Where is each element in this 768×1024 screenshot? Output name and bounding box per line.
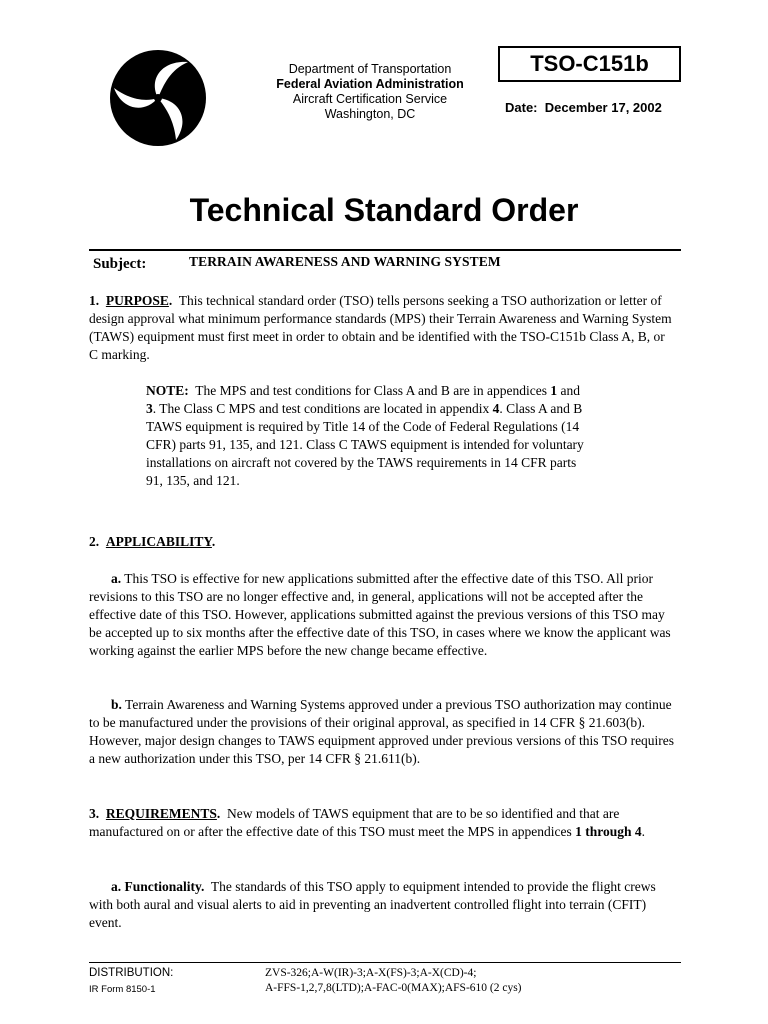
tso-number-box: TSO-C151b <box>498 46 681 82</box>
agency-service: Aircraft Certification Service <box>292 92 448 106</box>
note-text-3: . The Class C MPS and test conditions are located in appendix <box>152 401 490 416</box>
applicability-heading: APPLICABILITY <box>105 534 212 549</box>
section-purpose: 1. PURPOSE. This technical standard order (TSO) tells persons seeking a TSO authorization or letter of design approval what minimum performance standards (MPS) their Terrain Awareness and Warning System (TAWS) equipment must first meet in order to obtain and be identified with the TSO-C151b Class A, B, or C marking. <box>89 293 672 362</box>
note-appendix-1: 1 <box>550 383 558 398</box>
form-label: IR Form 8150-1 <box>89 984 156 995</box>
section-requirements: 3. REQUIREMENTS. New models of TAWS equipment that are to be so identified and that are manufactured on or after the effective date of this TSO must meet the MPS in appendices 1 through 4. <box>89 806 646 839</box>
purpose-number: 1. <box>89 293 100 308</box>
applicability-a-label: a. <box>111 571 122 586</box>
applicability-b-label: b. <box>111 697 122 712</box>
date-label: Date: <box>505 100 538 115</box>
note-appendix-4: 4 <box>492 401 500 416</box>
applicability-b-text: Terrain Awareness and Warning Systems approved under a previous TSO authorization may continue to be manufactured under the provisions of their original approval, as specified in 14 CFR § 21.603(b). However, major design changes to TAWS equipment approved under previous versions of this TSO requires a new authorization under this TSO, per 14 CFR § 21.611(b). <box>89 697 675 766</box>
distribution-label: DISTRIBUTION: <box>89 967 174 979</box>
subject-text: TERRAIN AWARENESS AND WARNING SYSTEM <box>189 254 501 269</box>
date-value: December 17, 2002 <box>544 100 662 115</box>
applicability-a <box>89 570 675 660</box>
subject-label: Subject: <box>93 256 147 272</box>
agency-department: Department of Transportation <box>288 62 452 76</box>
purpose-text: This technical standard order (TSO) tells persons seeking a TSO authorization or letter of design approval what minimum performance standards (MPS) their Terrain Awareness and Warning System (TAWS) equipment must first meet in order to obtain and be identified with the TSO-C151b Class A, B, or C marking. <box>89 293 672 362</box>
note-appendix-3: 3 <box>146 401 153 416</box>
distribution-line-2: A-FFS-1,2,7,8(LTD);A-FAC-0(MAX);AFS-610 (2 cys) <box>265 982 522 994</box>
requirements-a-text: The standards of this TSO apply to equipment intended to provide the flight crews with both aural and visual alerts to aid in preventing an inadvertent controlled flight into terrain (CFIT) event. <box>89 879 656 930</box>
dot-triskelion-logo <box>108 48 208 148</box>
section-applicability-heading: 2. APPLICABILITY. <box>89 534 216 549</box>
requirements-a <box>89 878 675 932</box>
requirements-heading: REQUIREMENTS <box>105 806 217 821</box>
agency-block <box>255 62 485 122</box>
note-text-1: The MPS and test conditions for Class A and B are in appendices <box>195 383 547 398</box>
note-label: NOTE: <box>146 383 189 398</box>
note-block <box>146 382 592 490</box>
issue-date <box>505 100 662 115</box>
requirements-text: New models of TAWS equipment that are to be so identified and that are manufactured on or after the effective date of this TSO must meet the MPS in appendices <box>89 806 620 839</box>
requirements-a-label: a. <box>111 879 122 894</box>
applicability-b <box>89 696 675 768</box>
requirements-a-heading: Functionality. <box>124 879 205 894</box>
requirements-number: 3. <box>89 806 100 821</box>
note-text-4: . Class A and B TAWS equipment is required by Title 14 of the Code of Federal Regulations (14 CFR) parts 91, 135, and 121. Class C TAWS equipment is intended for voluntary installations on aircraft not covered by the TAWS requirements in 14 CFR parts 91, 135, and 121. <box>146 401 584 488</box>
document-title: Technical Standard Order <box>189 192 579 228</box>
note-text-2: and <box>560 383 580 398</box>
agency-location: Washington, DC <box>324 107 416 121</box>
title-divider <box>89 249 681 251</box>
applicability-a-text: This TSO is effective for new applications submitted after the effective date of this TSO. All prior revisions to this TSO are no longer effective and, in general, applications will not be accepted after the effective date of this TSO. However, applications submitted against the previous versions of this TSO may be accepted up to six months after the effective date of this TSO, in cases where we know the applicant was working against the earlier MPS before the new change became effective. <box>89 571 671 658</box>
applicability-number: 2. <box>89 534 100 549</box>
footer-divider <box>89 962 681 963</box>
requirements-appendices: 1 through 4 <box>575 824 642 839</box>
agency-faa: Federal Aviation Administration <box>276 77 464 91</box>
distribution-line-1: ZVS-326;A-W(IR)-3;A-X(FS)-3;A-X(CD)-4; <box>265 967 477 979</box>
purpose-heading: PURPOSE <box>105 293 169 308</box>
